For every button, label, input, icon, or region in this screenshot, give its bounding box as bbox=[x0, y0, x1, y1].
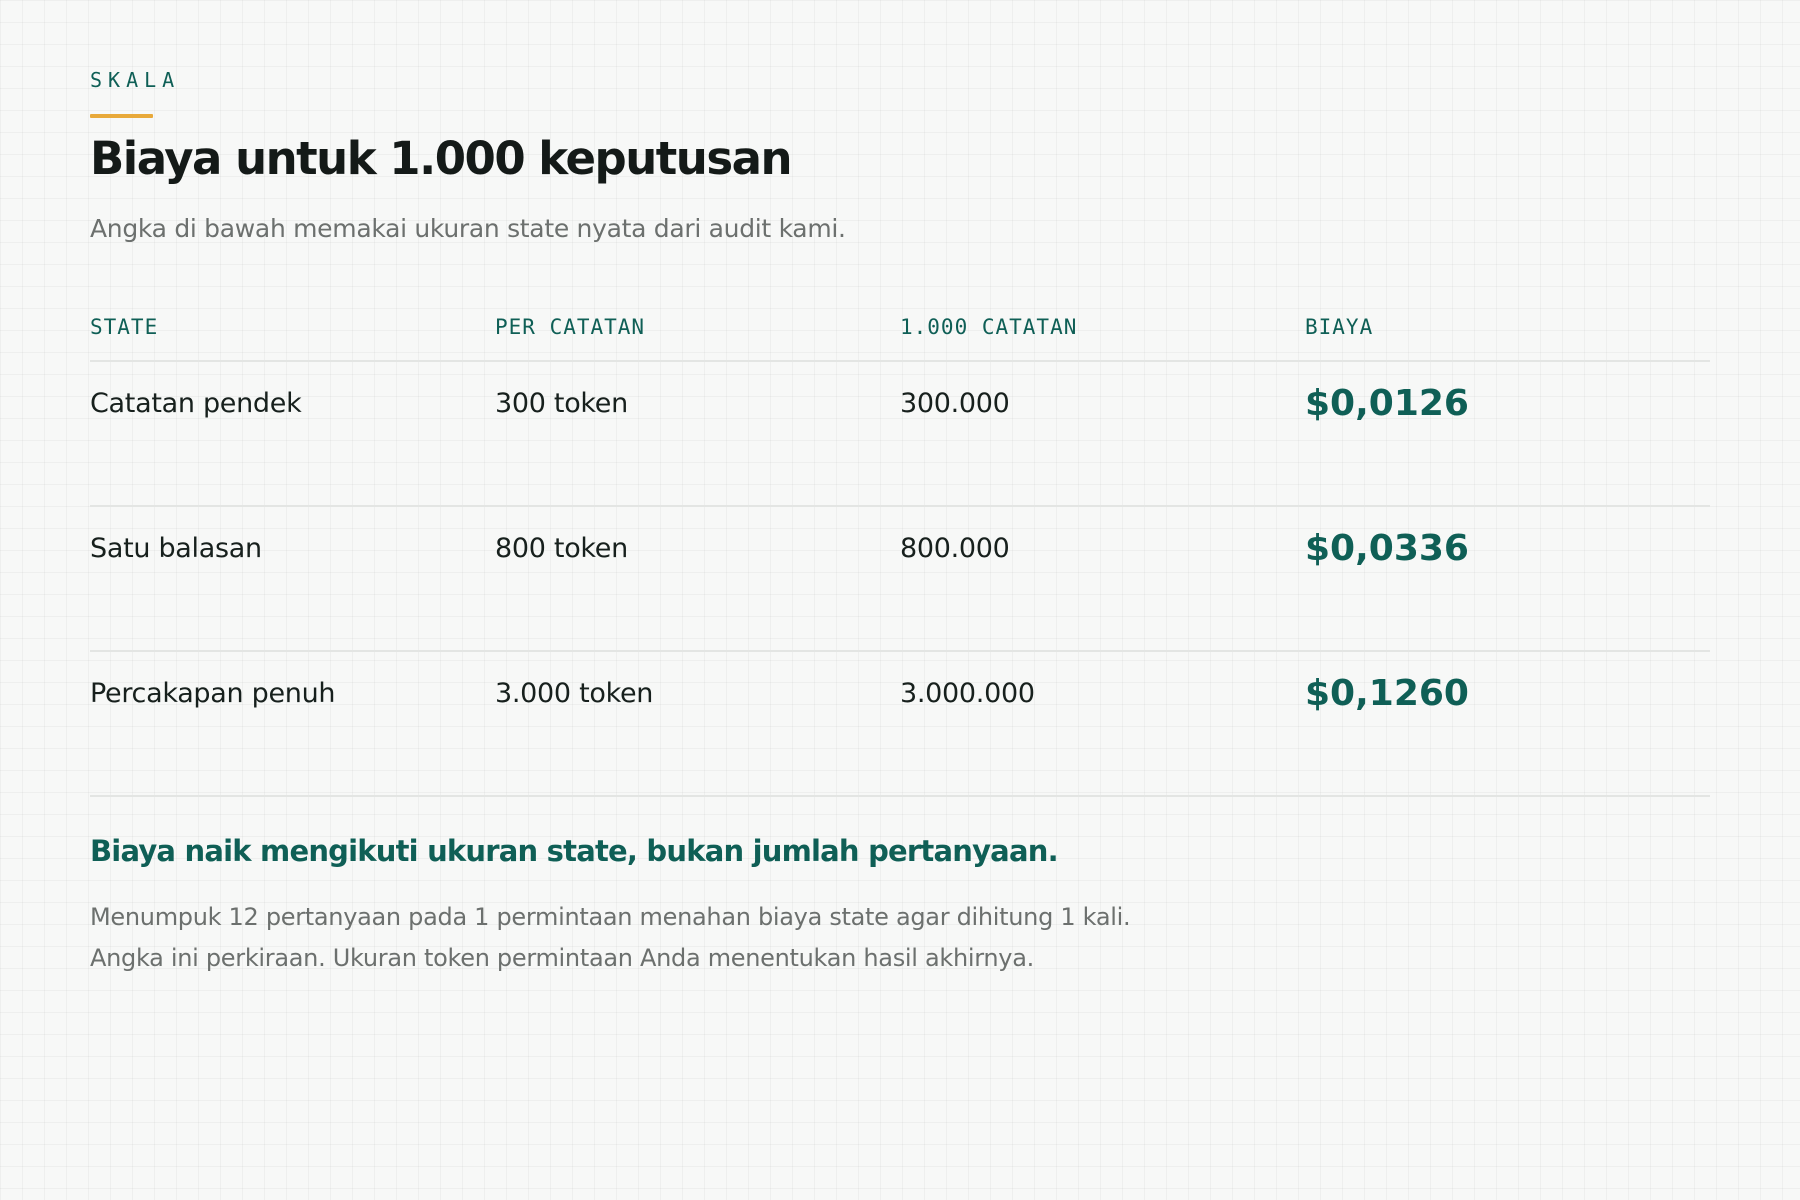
column-header-cost: BIAYA bbox=[1305, 315, 1374, 339]
column-header-thousand-records: 1.000 CATATAN bbox=[900, 315, 1078, 339]
page-subtitle: Angka di bawah memakai ukuran state nyata dari audit kami. bbox=[90, 214, 846, 243]
conclusion-statement: Biaya naik mengikuti ukuran state, bukan jumlah pertanyaan. bbox=[90, 834, 1058, 868]
cost-table bbox=[90, 310, 1710, 797]
thousand-records-cell: 800.000 bbox=[900, 533, 1010, 564]
thousand-records-cell: 300.000 bbox=[900, 388, 1010, 419]
cost-cell: $0,1260 bbox=[1305, 673, 1469, 714]
per-record-cell: 3.000 token bbox=[495, 678, 654, 709]
state-cell: Catatan pendek bbox=[90, 388, 302, 419]
footnote: Menumpuk 12 pertanyaan pada 1 permintaan menahan biaya state agar dihitung 1 kali. bbox=[90, 903, 1131, 931]
eyebrow-underline bbox=[90, 114, 153, 118]
table-row bbox=[90, 362, 1710, 507]
page-title: Biaya untuk 1.000 keputusan bbox=[90, 132, 792, 185]
table-row bbox=[90, 652, 1710, 797]
state-cell: Satu balasan bbox=[90, 533, 262, 564]
column-header-state: STATE bbox=[90, 315, 159, 339]
per-record-cell: 300 token bbox=[495, 388, 628, 419]
column-header-per-record: PER CATATAN bbox=[495, 315, 646, 339]
section-eyebrow: SKALA bbox=[90, 68, 181, 92]
state-cell: Percakapan penuh bbox=[90, 678, 336, 709]
table-header bbox=[90, 310, 1710, 362]
table-row bbox=[90, 507, 1710, 652]
per-record-cell: 800 token bbox=[495, 533, 628, 564]
footnote: Angka ini perkiraan. Ukuran token permintaan Anda menentukan hasil akhirnya. bbox=[90, 944, 1034, 972]
thousand-records-cell: 3.000.000 bbox=[900, 678, 1035, 709]
cost-cell: $0,0336 bbox=[1305, 528, 1469, 569]
cost-cell: $0,0126 bbox=[1305, 383, 1469, 424]
